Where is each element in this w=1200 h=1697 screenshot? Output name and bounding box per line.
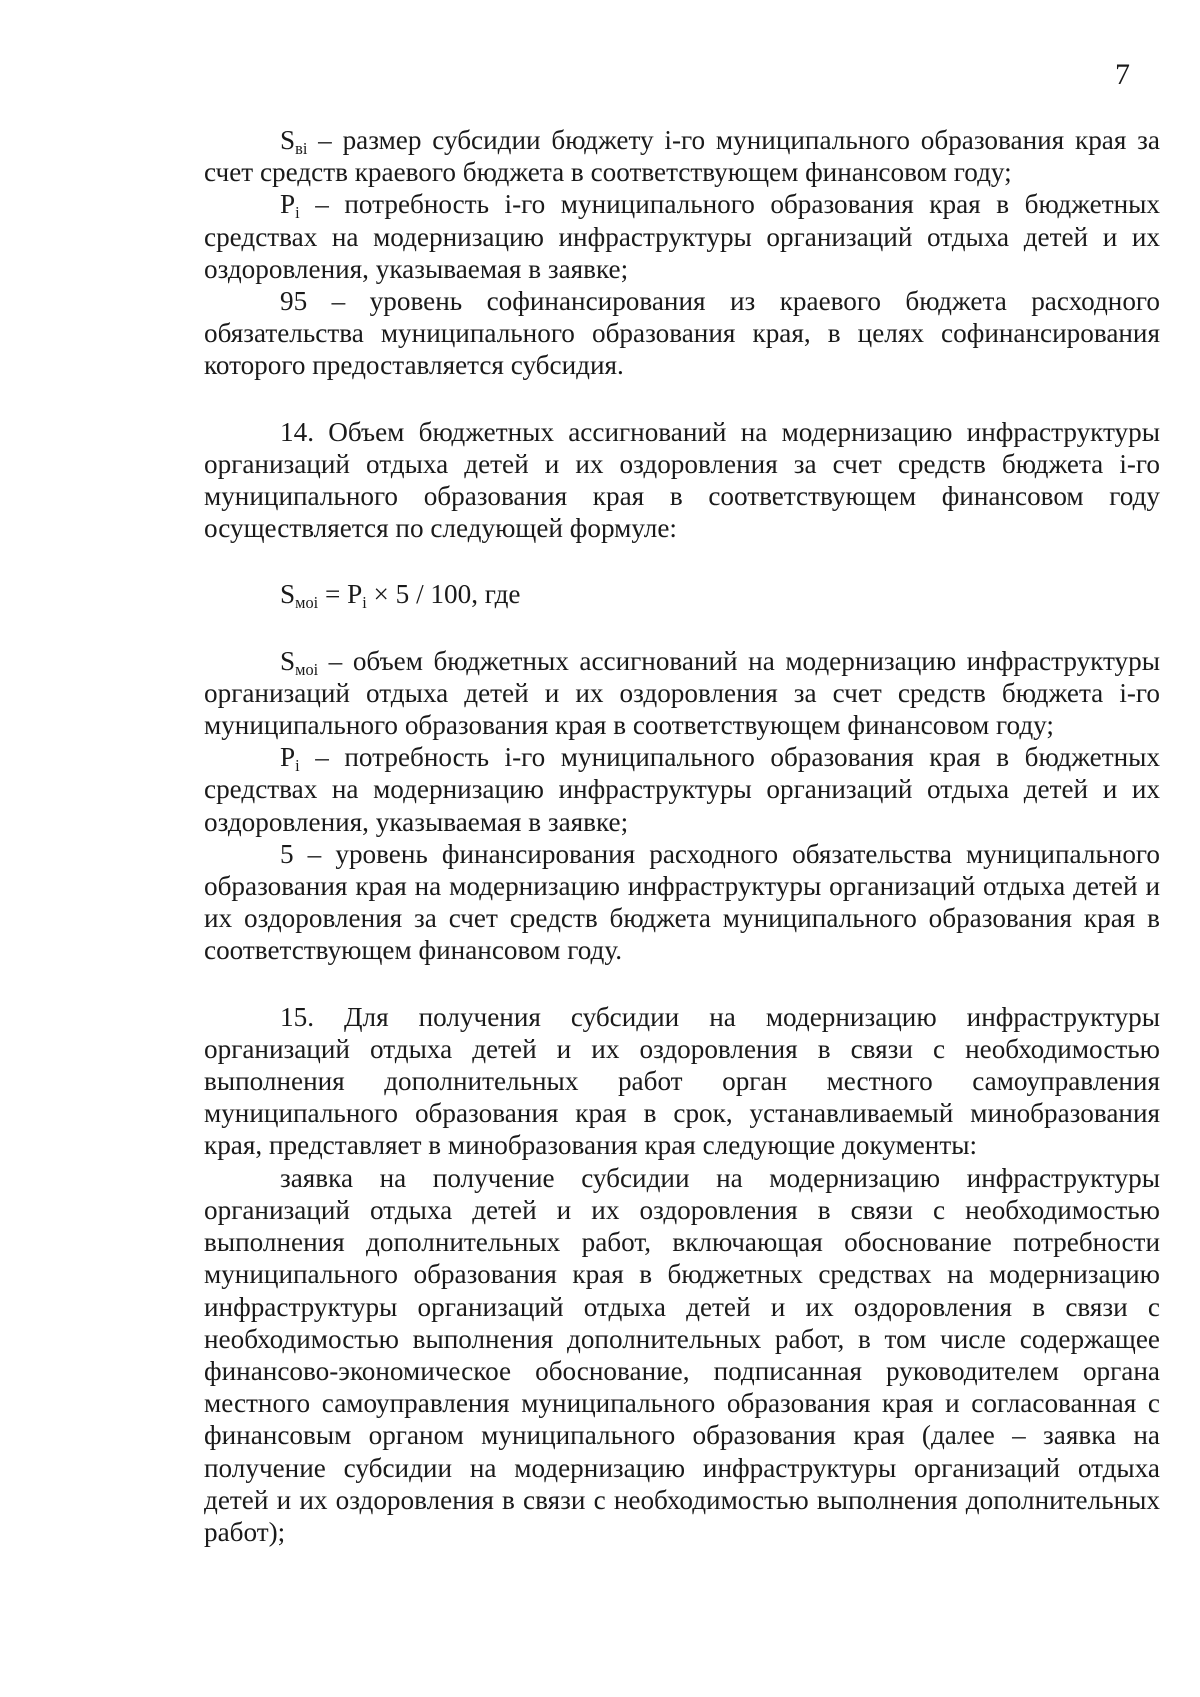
definition-s-moi xyxy=(204,645,1160,742)
definition-text: – объем бюджетных ассигнований на модернизацию инфраструктуры организаций отдыха детей и их оздоровления за счет средств бюджета i-го муниципального образования края в соответствующем финансовом году; xyxy=(204,645,1160,741)
paragraph-15-item: заявка на получение субсидии на модернизацию инфраструктуры организаций отдыха детей и их оздоровления в связи с необходимостью выполнения дополнительных работ, включающая обоснование потребности муниципального образования края в бюджетных средствах на модернизацию инфраструктуры организаций отдыха детей и их оздоровления в связи с необходимостью выполнения дополнительных работ, в том числе содержащее финансово-экономическое обоснование, подписанная руководителем органа местного самоуправления муниципального образования края и согласованная с финансовым органом муниципального образования края (далее – заявка на получение субсидии на модернизацию инфраструктуры организаций отдыха детей и их оздоровления в связи с необходимостью выполнения дополнительных работ); xyxy=(204,1162,1160,1547)
definition-text: – потребность i-го муниципального образования края в бюджетных средствах на модернизацию инфраструктуры организаций отдыха детей и их оздоровления, указываемая в заявке; xyxy=(204,742,1160,837)
definition-95 xyxy=(204,285,1160,382)
symbol: P xyxy=(280,742,296,773)
document-body xyxy=(204,124,1160,1548)
definition-text: – потребность i-го муниципального образования края в бюджетных средствах на модернизацию инфраструктуры организаций отдыха детей и их оздоровления, указываемая в заявке; xyxy=(204,189,1160,284)
symbol-subscript: i xyxy=(295,756,300,776)
symbol: 5 xyxy=(280,838,294,869)
formula xyxy=(204,578,1160,613)
formula-lhs: S xyxy=(280,579,296,610)
symbol-subscript: мoi xyxy=(295,659,319,679)
definition-p-i xyxy=(204,188,1160,285)
paragraph-14: 14. Объем бюджетных ассигнований на модернизацию инфраструктуры организаций отдыха детей и их оздоровления за счет средств бюджета i-го муниципального образования края в соответствующем финансовом году осуществляется по следующей формуле: xyxy=(204,416,1160,544)
definition-text: – размер субсидии бюджету i-го муниципального образования края за счет средств краевого бюджета в соответствующем финансовом году; xyxy=(204,125,1160,188)
formula-equals: = P xyxy=(318,579,363,610)
symbol-subscript: вi xyxy=(295,138,308,158)
definition-s-vi xyxy=(204,124,1160,188)
symbol: S xyxy=(280,125,296,155)
definition-text: – уровень финансирования расходного обязательства муниципального образования края на модернизацию инфраструктуры организаций отдыха детей и их оздоровления за счет средств бюджета муниципального образования края в соответствующем финансовом году. xyxy=(204,838,1160,966)
formula-lhs-subscript: мoi xyxy=(295,593,319,613)
symbol: 95 xyxy=(280,286,308,317)
page-number: 7 xyxy=(1115,58,1130,91)
symbol-subscript: i xyxy=(295,203,300,223)
definition-text: – уровень софинансирования из краевого бюджета расходного обязательства муниципального образования края, в целях софинансирования которого предоставляется субсидия. xyxy=(204,286,1160,381)
definition-p-i-2 xyxy=(204,741,1160,838)
definition-5 xyxy=(204,838,1160,967)
symbol: P xyxy=(280,189,296,220)
paragraph-15: 15. Для получения субсидии на модернизацию инфраструктуры организаций отдыха детей и их оздоровления в связи с необходимостью выполнения дополнительных работ орган местного самоуправления муниципального образования края в срок, устанавливаемый минобразования края, представляет в минобразования края следующие документы: xyxy=(204,1001,1160,1161)
symbol: S xyxy=(280,645,296,676)
formula-rest: × 5 / 100, где xyxy=(366,579,521,610)
formula-p-subscript: i xyxy=(362,593,367,613)
